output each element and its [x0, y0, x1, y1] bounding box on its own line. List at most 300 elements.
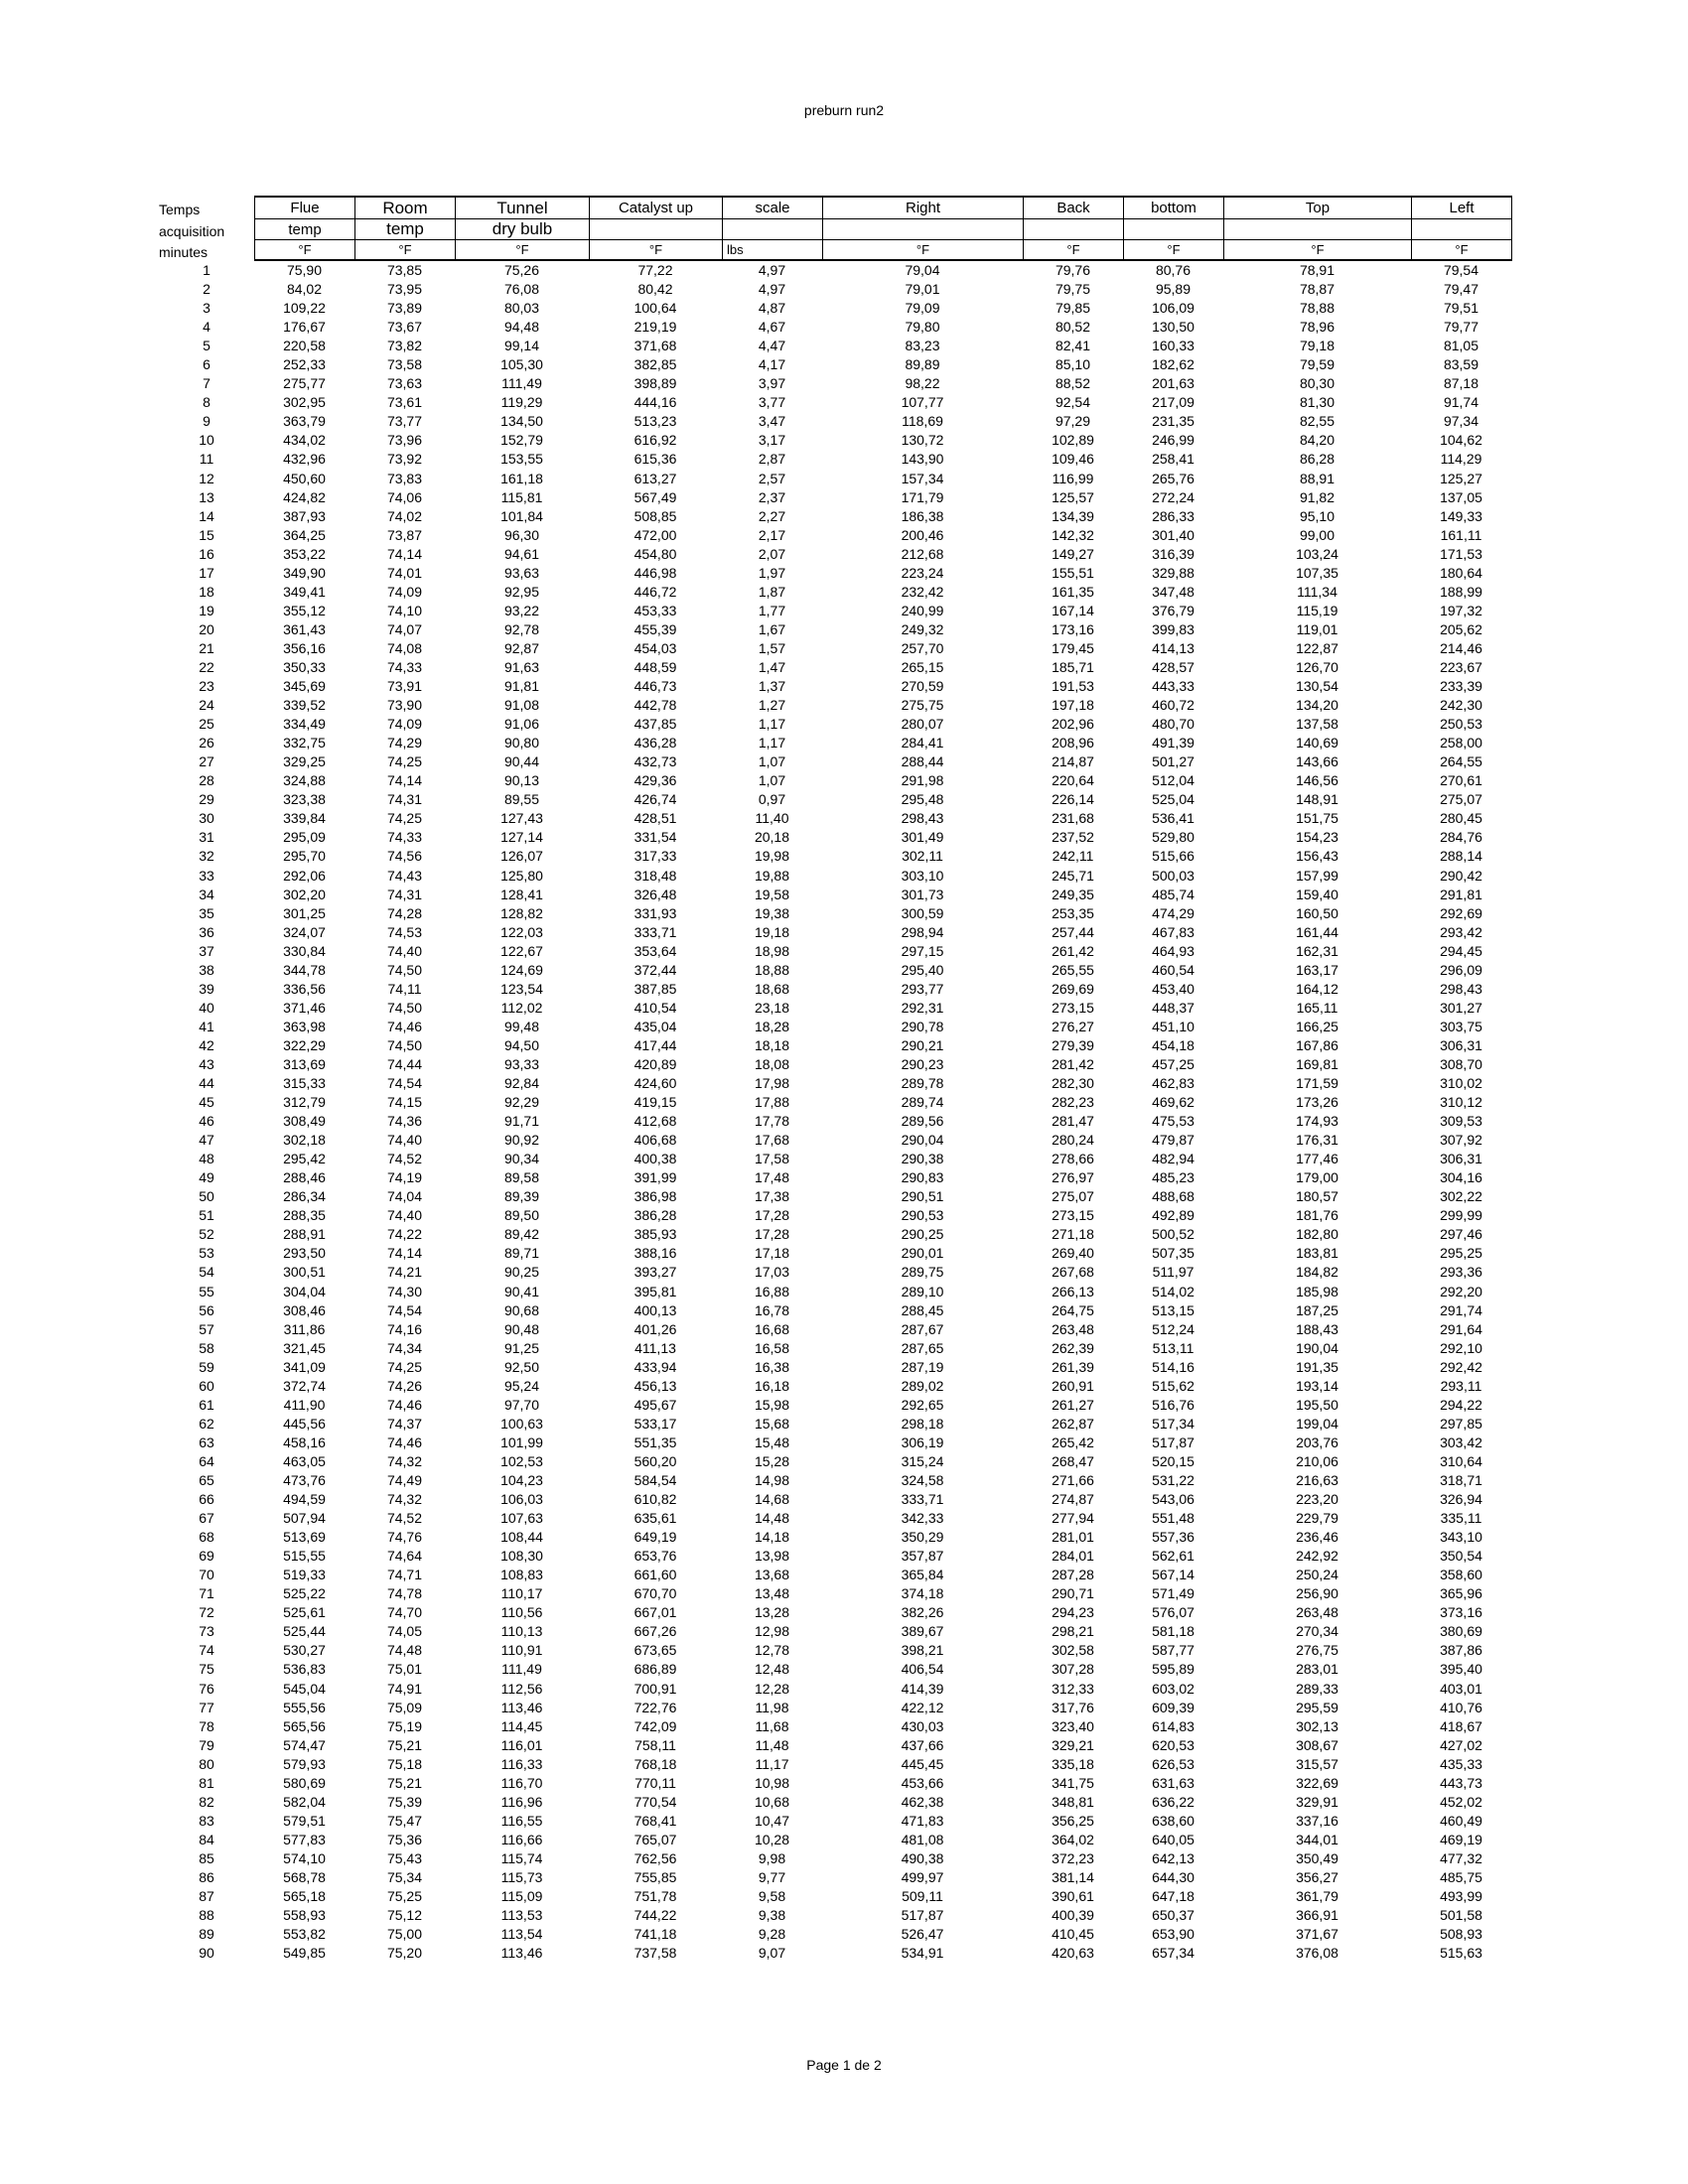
table-cell: 298,94 — [901, 923, 944, 940]
table-cell: 13,98 — [754, 1548, 790, 1565]
row-labels — [159, 200, 224, 264]
table-cell: 770,11 — [634, 1774, 676, 1791]
table-cell: 18,28 — [754, 1018, 790, 1034]
table-cell: 481,08 — [901, 1831, 944, 1847]
table-cell: 587,77 — [1152, 1642, 1195, 1659]
table-cell: 83,23 — [905, 338, 940, 354]
table-cell: 252,33 — [283, 356, 326, 373]
table-cell: 313,69 — [283, 1055, 326, 1072]
table-cell: 436,28 — [633, 735, 677, 751]
table-cell: 17,28 — [754, 1207, 790, 1224]
minute-cell: 11 — [199, 451, 214, 468]
table-cell: 74,46 — [386, 1433, 423, 1450]
table-cell: 79,47 — [1443, 281, 1479, 298]
table-cell: 91,81 — [503, 678, 540, 695]
table-cell: 609,39 — [1152, 1699, 1195, 1715]
table-cell: 398,89 — [633, 375, 677, 392]
minute-cell: 73 — [199, 1623, 214, 1640]
table-cell: 125,80 — [500, 867, 543, 884]
table-cell: 197,18 — [1052, 697, 1094, 714]
table-cell: 116,96 — [500, 1793, 543, 1810]
table-cell: 492,89 — [1152, 1207, 1195, 1224]
table-row — [159, 1283, 1511, 1301]
minute-cell: 70 — [199, 1567, 214, 1583]
table-cell: 417,44 — [633, 1036, 677, 1053]
table-cell: 81,30 — [1299, 394, 1336, 411]
table-cell: 160,33 — [1152, 338, 1195, 354]
table-cell: 411,13 — [634, 1339, 676, 1356]
unit-flue: °F — [255, 240, 355, 261]
table-row — [159, 847, 1511, 866]
table-cell: 74,14 — [386, 1245, 423, 1262]
table-cell: 83,59 — [1443, 356, 1479, 373]
table-cell: 17,78 — [754, 1113, 790, 1130]
table-row — [159, 1377, 1511, 1396]
minute-cell: 89 — [199, 1926, 214, 1943]
minute-cell: 90 — [199, 1945, 214, 1962]
table-cell: 353,22 — [283, 545, 326, 562]
table-cell: 1,37 — [758, 678, 786, 695]
table-cell: 356,16 — [283, 639, 326, 656]
table-cell: 78,91 — [1299, 262, 1336, 278]
table-cell: 443,73 — [1440, 1774, 1482, 1791]
table-cell: 306,31 — [1440, 1036, 1482, 1053]
table-cell: 580,69 — [283, 1774, 326, 1791]
table-cell: 515,66 — [1152, 848, 1195, 865]
table-cell: 13,68 — [754, 1567, 790, 1583]
table-cell: 571,49 — [1152, 1585, 1195, 1602]
table-cell: 165,11 — [1296, 999, 1338, 1016]
table-cell: 98,22 — [905, 375, 940, 392]
table-cell: 401,26 — [633, 1320, 677, 1337]
table-cell: 75,90 — [286, 262, 323, 278]
table-cell: 74,71 — [386, 1567, 423, 1583]
table-cell: 323,38 — [283, 791, 326, 808]
table-cell: 74,07 — [386, 620, 423, 637]
table-cell: 74,49 — [386, 1472, 423, 1488]
table-cell: 246,99 — [1152, 432, 1195, 449]
table-cell: 112,56 — [500, 1680, 543, 1697]
table-row — [159, 1660, 1511, 1679]
minute-cell: 45 — [199, 1094, 214, 1111]
table-cell: 326,94 — [1440, 1491, 1482, 1508]
table-cell: 13,28 — [754, 1604, 790, 1621]
table-cell: 673,65 — [633, 1642, 677, 1659]
table-cell: 74,46 — [386, 1018, 423, 1034]
table-cell: 74,54 — [386, 1075, 423, 1092]
table-cell: 762,56 — [633, 1849, 677, 1866]
table-cell: 446,72 — [633, 583, 677, 600]
table-cell: 294,23 — [1052, 1604, 1094, 1621]
table-cell: 393,27 — [633, 1264, 677, 1281]
minute-cell: 35 — [199, 904, 214, 921]
table-cell: 374,18 — [901, 1585, 944, 1602]
minute-cell: 59 — [199, 1358, 214, 1375]
table-cell: 143,66 — [1296, 753, 1338, 770]
table-row — [159, 1849, 1511, 1868]
table-cell: 453,40 — [1152, 980, 1195, 997]
table-cell: 187,25 — [1296, 1301, 1338, 1318]
minute-cell: 54 — [199, 1264, 214, 1281]
table-cell: 290,42 — [1440, 867, 1482, 884]
table-cell: 460,49 — [1440, 1812, 1482, 1829]
table-cell: 16,78 — [754, 1301, 790, 1318]
table-cell: 115,81 — [500, 488, 543, 505]
table-cell: 11,40 — [755, 810, 789, 827]
table-cell: 195,50 — [1296, 1396, 1338, 1413]
table-cell: 579,51 — [283, 1812, 326, 1829]
table-cell: 199,04 — [1296, 1415, 1338, 1432]
table-cell: 226,14 — [1052, 791, 1094, 808]
table-cell: 106,09 — [1152, 300, 1195, 317]
minute-cell: 82 — [199, 1793, 214, 1810]
table-cell: 310,64 — [1440, 1452, 1482, 1469]
table-cell: 122,03 — [500, 923, 543, 940]
table-cell: 74,01 — [386, 564, 423, 581]
unit-tunnel: °F — [456, 240, 590, 261]
table-cell: 432,96 — [283, 451, 326, 468]
table-cell: 410,76 — [1440, 1699, 1482, 1715]
table-cell: 92,84 — [503, 1075, 540, 1092]
table-cell: 103,24 — [1296, 545, 1338, 562]
table-cell: 295,25 — [1440, 1245, 1482, 1262]
table-cell: 653,76 — [633, 1548, 677, 1565]
table-cell: 454,18 — [1152, 1036, 1195, 1053]
table-cell: 529,80 — [1152, 829, 1195, 846]
minute-cell: 19 — [199, 602, 214, 618]
table-cell: 482,94 — [1152, 1151, 1195, 1167]
table-cell: 74,08 — [386, 639, 423, 656]
table-cell: 500,52 — [1152, 1226, 1195, 1243]
table-cell: 387,86 — [1440, 1642, 1482, 1659]
table-cell: 576,07 — [1152, 1604, 1195, 1621]
table-cell: 89,50 — [503, 1207, 540, 1224]
table-cell: 79,59 — [1299, 356, 1336, 373]
table-cell: 74,64 — [386, 1548, 423, 1565]
table-cell: 89,55 — [503, 791, 540, 808]
table-cell: 74,33 — [386, 829, 423, 846]
table-cell: 412,68 — [633, 1113, 677, 1130]
table-cell: 74,50 — [386, 1036, 423, 1053]
table-cell: 250,24 — [1296, 1567, 1338, 1583]
table-cell: 308,49 — [283, 1113, 326, 1130]
minute-cell: 39 — [199, 980, 214, 997]
table-cell: 284,41 — [901, 735, 944, 751]
table-cell: 429,36 — [633, 772, 677, 789]
table-cell: 755,85 — [633, 1868, 677, 1885]
table-cell: 330,84 — [283, 942, 326, 959]
table-row — [159, 1887, 1511, 1906]
table-cell: 448,37 — [1152, 999, 1195, 1016]
table-cell: 97,34 — [1443, 413, 1479, 430]
table-cell: 293,36 — [1440, 1264, 1482, 1281]
table-cell: 657,34 — [1152, 1945, 1195, 1962]
table-cell: 364,02 — [1052, 1831, 1094, 1847]
minute-cell: 30 — [199, 810, 214, 827]
table-cell: 84,20 — [1299, 432, 1336, 449]
table-cell: 96,30 — [503, 526, 540, 543]
table-cell: 134,20 — [1296, 697, 1338, 714]
table-cell: 159,40 — [1296, 886, 1338, 902]
table-cell: 302,95 — [283, 394, 326, 411]
table-cell: 517,87 — [1152, 1433, 1195, 1450]
minute-cell: 6 — [203, 356, 211, 373]
table-cell: 91,74 — [1443, 394, 1479, 411]
table-row — [159, 677, 1511, 696]
table-cell: 23,18 — [754, 999, 790, 1016]
table-cell: 74,25 — [386, 1358, 423, 1375]
table-cell: 446,73 — [633, 678, 677, 695]
table-cell: 130,72 — [901, 432, 944, 449]
table-cell: 73,61 — [386, 394, 423, 411]
table-row — [159, 771, 1511, 790]
minute-cell: 10 — [199, 432, 214, 449]
table-cell: 458,16 — [283, 1433, 326, 1450]
table-cell: 275,75 — [901, 697, 944, 714]
table-cell: 88,91 — [1299, 470, 1336, 486]
table-cell: 312,79 — [283, 1094, 326, 1111]
table-cell: 256,90 — [1296, 1585, 1338, 1602]
header-right: Right — [823, 197, 1024, 219]
table-row — [159, 1774, 1511, 1793]
table-row — [159, 1528, 1511, 1547]
unit-room: °F — [355, 240, 456, 261]
table-cell: 122,67 — [500, 942, 543, 959]
table-cell: 17,48 — [754, 1169, 790, 1186]
table-cell: 266,13 — [1052, 1283, 1094, 1299]
unit-catalyst-up: °F — [590, 240, 723, 261]
table-cell: 312,33 — [1052, 1680, 1094, 1697]
table-cell: 111,49 — [501, 1661, 542, 1678]
table-cell: 525,61 — [283, 1604, 326, 1621]
table-cell: 161,11 — [1440, 526, 1482, 543]
table-cell: 428,51 — [633, 810, 677, 827]
table-cell: 89,71 — [503, 1245, 540, 1262]
table-cell: 301,27 — [1440, 999, 1482, 1016]
table-cell: 365,96 — [1440, 1585, 1482, 1602]
minute-cell: 24 — [199, 697, 214, 714]
table-cell: 507,94 — [283, 1510, 326, 1527]
table-cell: 74,11 — [387, 980, 422, 997]
table-cell: 371,68 — [633, 338, 677, 354]
table-cell: 292,31 — [901, 999, 944, 1016]
table-row — [159, 393, 1511, 412]
table-row — [159, 886, 1511, 904]
table-cell: 281,42 — [1052, 1055, 1094, 1072]
header-bottom: bottom — [1124, 197, 1224, 219]
minute-cell: 72 — [199, 1604, 214, 1621]
table-cell: 90,25 — [503, 1264, 540, 1281]
minute-cell: 48 — [199, 1151, 214, 1167]
table-cell: 116,99 — [1052, 470, 1094, 486]
table-cell: 467,83 — [1152, 923, 1195, 940]
table-cell: 87,18 — [1443, 375, 1479, 392]
table-cell: 480,70 — [1152, 716, 1195, 733]
table-cell: 356,27 — [1296, 1868, 1338, 1885]
table-cell: 355,12 — [283, 602, 326, 618]
table-cell: 291,64 — [1440, 1320, 1482, 1337]
table-row — [159, 999, 1511, 1018]
table-cell: 274,87 — [1052, 1491, 1094, 1508]
table-cell: 75,47 — [386, 1812, 423, 1829]
table-cell: 443,33 — [1152, 678, 1195, 695]
table-cell: 219,19 — [633, 319, 677, 336]
table-cell: 20,18 — [754, 829, 790, 846]
minute-cell: 80 — [199, 1755, 214, 1772]
table-cell: 75,09 — [386, 1699, 423, 1715]
table-cell: 114,29 — [1440, 451, 1482, 468]
table-cell: 568,78 — [283, 1868, 326, 1885]
table-cell: 326,48 — [633, 886, 677, 902]
table-cell: 270,34 — [1296, 1623, 1338, 1640]
table-cell: 90,41 — [503, 1283, 540, 1299]
table-cell: 162,31 — [1296, 942, 1338, 959]
table-cell: 110,13 — [500, 1623, 543, 1640]
table-cell: 74,09 — [386, 716, 423, 733]
table-cell: 294,22 — [1440, 1396, 1482, 1413]
table-cell: 90,34 — [503, 1151, 540, 1167]
table-cell: 290,71 — [1052, 1585, 1094, 1602]
table-row — [159, 412, 1511, 431]
minute-cell: 18 — [199, 583, 214, 600]
table-cell: 531,22 — [1152, 1472, 1195, 1488]
minute-cell: 12 — [199, 470, 214, 486]
table-cell: 216,63 — [1296, 1472, 1338, 1488]
table-cell: 236,46 — [1296, 1529, 1338, 1546]
table-cell: 435,33 — [1440, 1755, 1482, 1772]
table-cell: 17,88 — [754, 1094, 790, 1111]
table-row — [159, 942, 1511, 961]
table-cell: 119,01 — [1296, 620, 1338, 637]
table-cell: 475,53 — [1152, 1113, 1195, 1130]
table-row — [159, 1244, 1511, 1263]
table-cell: 536,83 — [283, 1661, 326, 1678]
table-cell: 74,10 — [386, 602, 423, 618]
table-cell: 75,19 — [386, 1717, 423, 1734]
table-cell: 517,87 — [901, 1907, 944, 1924]
table-cell: 460,72 — [1152, 697, 1195, 714]
table-cell: 361,79 — [1296, 1888, 1338, 1905]
table-cell: 107,35 — [1296, 564, 1338, 581]
column-header — [254, 196, 1512, 261]
table-cell: 100,63 — [500, 1415, 543, 1432]
table-cell: 167,86 — [1296, 1036, 1338, 1053]
table-cell: 581,18 — [1152, 1623, 1195, 1640]
table-cell: 290,78 — [901, 1018, 944, 1034]
table-cell: 80,03 — [503, 300, 540, 317]
table-cell: 339,52 — [283, 697, 326, 714]
table-cell: 295,09 — [283, 829, 326, 846]
table-cell: 549,85 — [283, 1945, 326, 1962]
table-cell: 382,26 — [901, 1604, 944, 1621]
table-cell: 603,02 — [1152, 1680, 1195, 1697]
table-cell: 242,30 — [1440, 697, 1482, 714]
table-cell: 290,04 — [901, 1132, 944, 1149]
table-row — [159, 1358, 1511, 1377]
table-cell: 638,60 — [1152, 1812, 1195, 1829]
table-row — [159, 545, 1511, 564]
table-cell: 78,88 — [1299, 300, 1336, 317]
table-cell: 290,53 — [901, 1207, 944, 1224]
table-cell: 304,16 — [1440, 1169, 1482, 1186]
table-cell: 295,70 — [283, 848, 326, 865]
table-cell: 464,93 — [1152, 942, 1195, 959]
table-row — [159, 450, 1511, 469]
table-cell: 74,52 — [386, 1510, 423, 1527]
table-cell: 317,33 — [633, 848, 677, 865]
table-cell: 19,58 — [754, 886, 790, 902]
table-cell: 2,57 — [758, 470, 786, 486]
table-cell: 242,11 — [1052, 848, 1094, 865]
table-cell: 127,14 — [500, 829, 543, 846]
table-cell: 324,88 — [283, 772, 326, 789]
table-cell: 17,98 — [754, 1075, 790, 1092]
minute-cell: 42 — [199, 1036, 214, 1053]
table-cell: 91,82 — [1299, 488, 1336, 505]
table-cell: 2,27 — [758, 507, 786, 524]
table-cell: 290,51 — [901, 1188, 944, 1205]
table-cell: 79,85 — [1055, 300, 1091, 317]
table-cell: 287,65 — [901, 1339, 944, 1356]
table-cell: 74,91 — [386, 1680, 423, 1697]
table-cell: 16,38 — [754, 1358, 790, 1375]
table-cell: 414,39 — [901, 1680, 944, 1697]
label-acquisition: acquisition — [159, 222, 225, 239]
table-cell: 10,47 — [754, 1812, 790, 1829]
table-cell: 79,18 — [1299, 338, 1336, 354]
table-cell: 390,61 — [1052, 1888, 1094, 1905]
table-cell: 4,67 — [758, 319, 786, 336]
table-cell: 333,71 — [901, 1491, 944, 1508]
table-cell: 74,25 — [386, 753, 423, 770]
table-cell: 82,55 — [1299, 413, 1336, 430]
minute-cell: 22 — [199, 658, 214, 675]
table-cell: 620,53 — [1152, 1736, 1195, 1753]
minute-cell: 58 — [199, 1339, 214, 1356]
table-cell: 10,28 — [754, 1831, 790, 1847]
table-cell: 275,77 — [283, 375, 326, 392]
table-row — [159, 1206, 1511, 1225]
table-cell: 12,28 — [754, 1680, 790, 1697]
table-cell: 290,23 — [901, 1055, 944, 1072]
table-cell: 257,70 — [901, 639, 944, 656]
table-row — [159, 1131, 1511, 1150]
table-cell: 151,75 — [1296, 810, 1338, 827]
table-cell: 329,88 — [1152, 564, 1195, 581]
table-cell: 74,40 — [386, 942, 423, 959]
table-cell: 171,79 — [901, 488, 944, 505]
table-cell: 642,13 — [1152, 1849, 1195, 1866]
table-cell: 74,32 — [386, 1452, 423, 1469]
table-cell: 343,10 — [1440, 1529, 1482, 1546]
table-cell: 280,45 — [1440, 810, 1482, 827]
table-cell: 75,21 — [386, 1774, 423, 1791]
table-cell: 108,30 — [500, 1548, 543, 1565]
table-cell: 263,48 — [1296, 1604, 1338, 1621]
table-cell: 428,57 — [1152, 658, 1195, 675]
table-cell: 574,47 — [283, 1736, 326, 1753]
table-cell: 331,93 — [633, 904, 677, 921]
table-cell: 126,07 — [500, 848, 543, 865]
table-row — [159, 374, 1511, 393]
table-cell: 113,46 — [500, 1945, 543, 1962]
minute-cell: 5 — [203, 338, 211, 354]
minute-cell: 77 — [199, 1699, 214, 1715]
table-row — [159, 752, 1511, 771]
table-cell: 453,33 — [633, 602, 677, 618]
table-cell: 130,50 — [1152, 319, 1195, 336]
table-row — [159, 1433, 1511, 1452]
